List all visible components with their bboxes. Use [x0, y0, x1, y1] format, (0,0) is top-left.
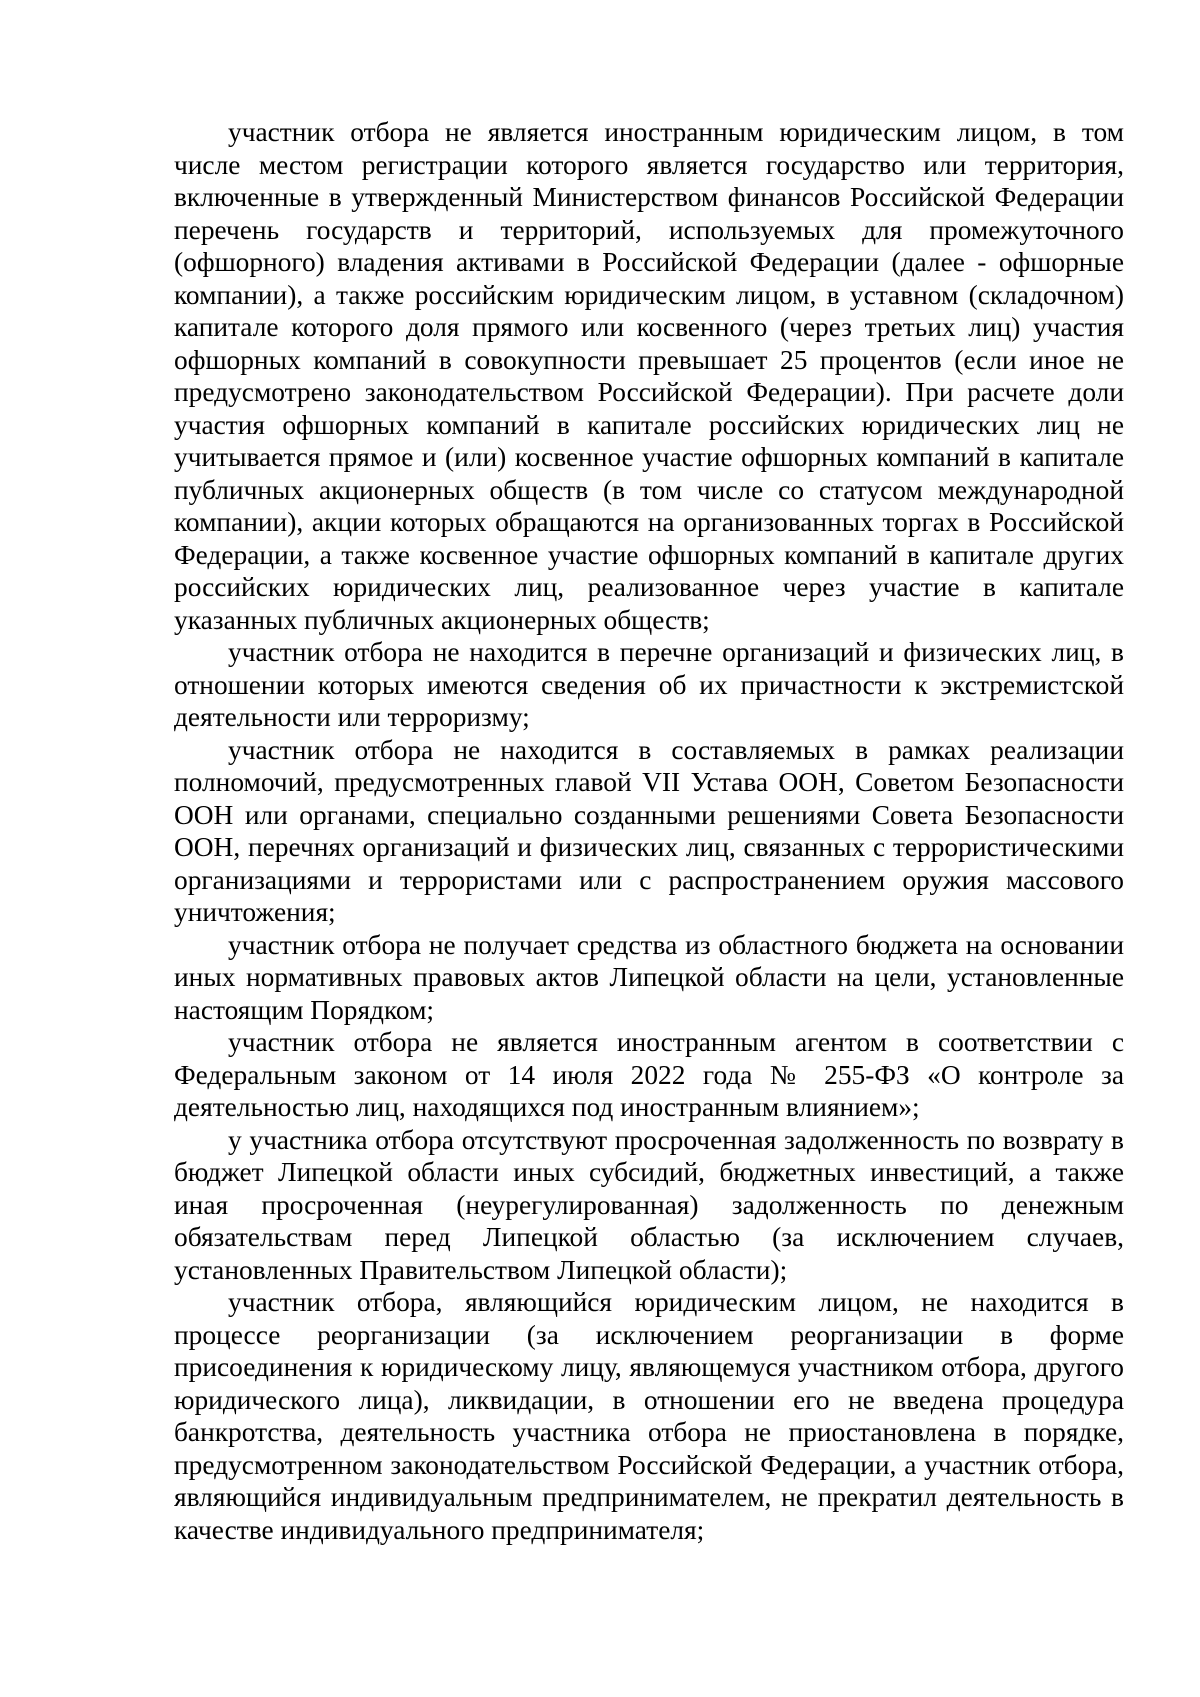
- paragraph-extremism-list: участник отбора не находится в перечне организаций и физических лиц, в отношении которых имеются сведения об их причастности к экстремистской деятельности или терроризму;: [174, 637, 1124, 732]
- paragraph-overdue-debt: у участника отбора отсутствуют просроченная задолженность по возврату в бюджет Липецкой области иных субсидий, бюджетных инвестиций, а также иная просроченная (неурегулированная) задолженность по денежным обязательствам перед Липецкой областью (за исключением случаев, установленных Правительством Липецкой области);: [174, 1124, 1124, 1285]
- document-body: [174, 116, 1124, 1546]
- paragraph-reorganization-liquidation: участник отбора, являющийся юридическим лицом, не находится в процессе реорганизации (за исключением реорганизации в форме присоединения к юридическому лицу, являющемуся участником отбора, другого юридического лица), ликвидации, в отношении его не введена процедура банкротства, деятельность участника отбора не приостановлена в порядке, предусмотренном законодательством Российской Федерации, а участник отбора, являющийся индивидуальным предпринимателем, не прекратил деятельность в качестве индивидуального предпринимателя;: [174, 1287, 1124, 1545]
- paragraph-offshore-companies: участник отбора не является иностранным юридическим лицом, в том числе местом регистрации которого является государство или территория, включенные в утвержденный Министерством финансов Российской Федерации перечень государств и территорий, используемых для промежуточного (офшорного) владения активами в Российской Федерации (далее - офшорные компании), а также российским юридическим лицом, в уставном (складочном) капитале которого доля прямого или косвенного (через третьих лиц) участия офшорных компаний в совокупности превышает 25 процентов (если иное не предусмотрено законодательством Российской Федерации). При расчете доли участия офшорных компаний в капитале российских юридических лиц не учитывается прямое и (или) косвенное участие офшорных компаний в капитале публичных акционерных обществ (в том числе со статусом международной компании), акции которых обращаются на организованных торгах в Российской Федерации, а также косвенное участие офшорных компаний в капитале других российских юридических лиц, реализованное через участие в капитале указанных публичных акционерных обществ;: [174, 117, 1124, 635]
- paragraph-un-security-council-lists: участник отбора не находится в составляемых в рамках реализации полномочий, предусмотренных главой VII Устава ООН, Советом Безопасности ООН или органами, специально созданными решениями Совета Безопасности ООН, перечнях организаций и физических лиц, связанных с террористическими организациями и террористами или с распространением оружия массового уничтожения;: [174, 734, 1124, 927]
- paragraph-regional-budget-funds: участник отбора не получает средства из областного бюджета на основании иных нормативных правовых актов Липецкой области на цели, установленные настоящим Порядком;: [174, 929, 1124, 1025]
- paragraph-foreign-agent: участник отбора не является иностранным агентом в соответствии с Федеральным законом от 14 июля 2022 года № 255-ФЗ «О контроле за деятельностью лиц, находящихся под иностранным влиянием»;: [174, 1027, 1124, 1122]
